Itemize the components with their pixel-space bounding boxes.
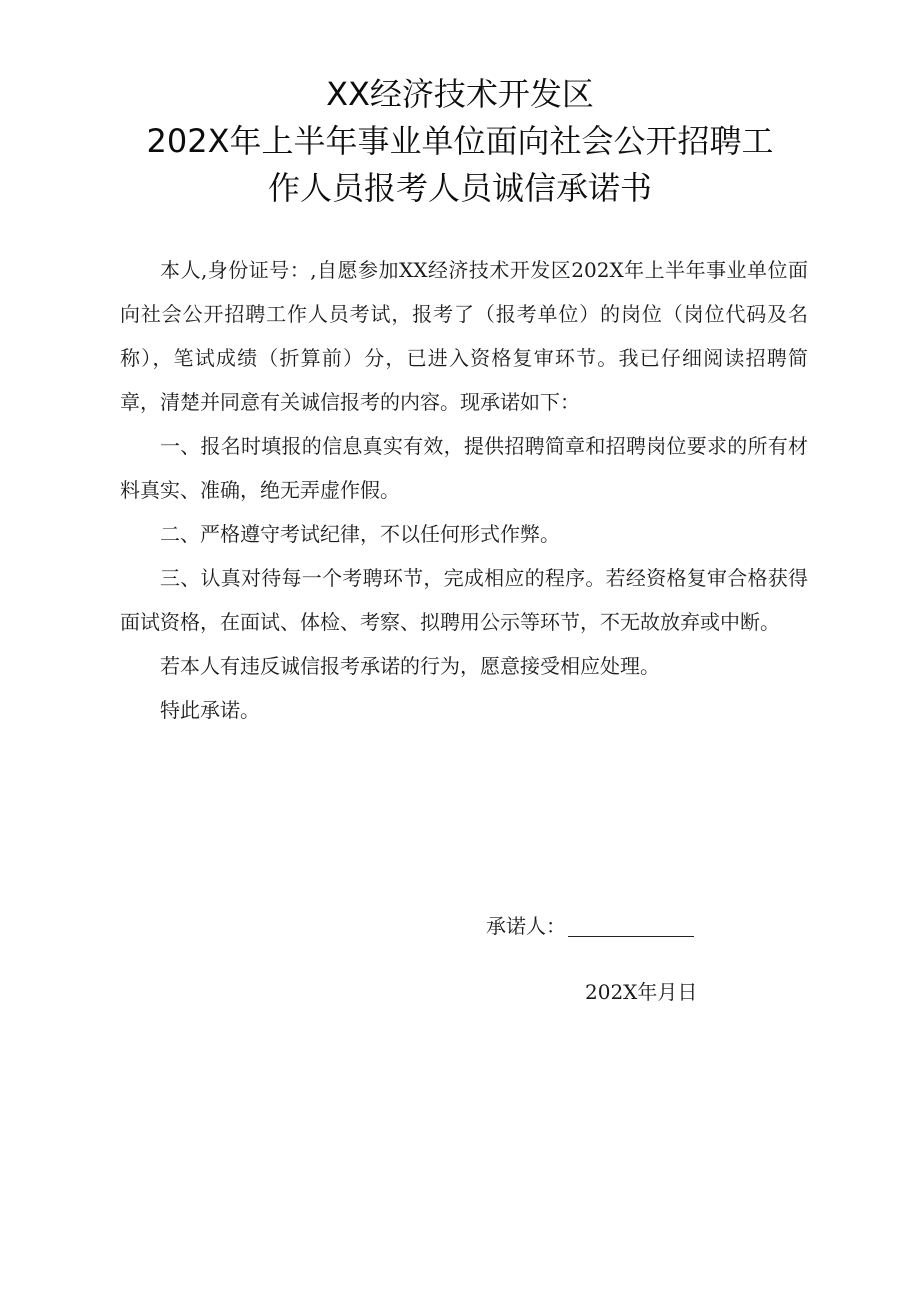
closing-paragraph: 特此承诺。 — [160, 698, 260, 722]
signer-label: 承诺人： — [486, 914, 566, 938]
promise-item-3: 三、认真对待每一个考聘环节，完成相应的程序。若经资格复审合格获得面试资格，在面试、体检、考察、拟聘用公示等环节，不无故放弃或中断。 — [120, 566, 808, 634]
intro-paragraph: 本人,身份证号：,自愿参加XX经济技术开发区202X年上半年事业单位面向社会公开招聘工作人员考试，报考了（报考单位）的岗位（岗位代码及名称），笔试成绩（折算前）分，已进入资格复审环节。我已仔细阅读招聘简章，清楚并同意有关诚信报考的内容。现承诺如下： — [120, 258, 808, 414]
document-body — [120, 248, 808, 732]
promise-item-1: 一、报名时填报的信息真实有效，提供招聘简章和招聘岗位要求的所有材料真实、准确，绝无弄虚作假。 — [120, 434, 808, 502]
signer-block — [486, 906, 694, 946]
signature-line — [568, 912, 694, 937]
title-line-1: XX经济技术开发区 — [326, 75, 594, 113]
signature-date: 202X年月日 — [585, 980, 698, 1004]
title-line-2: 202X年上半年事业单位面向社会公开招聘工 — [146, 122, 774, 160]
promise-item-2: 二、严格遵守考试纪律，不以任何形式作弊。 — [160, 522, 560, 546]
title-line-3: 作人员报考人员诚信承诺书 — [267, 169, 652, 207]
violation-paragraph: 若本人有违反诚信报考承诺的行为，愿意接受相应处理。 — [160, 654, 660, 678]
